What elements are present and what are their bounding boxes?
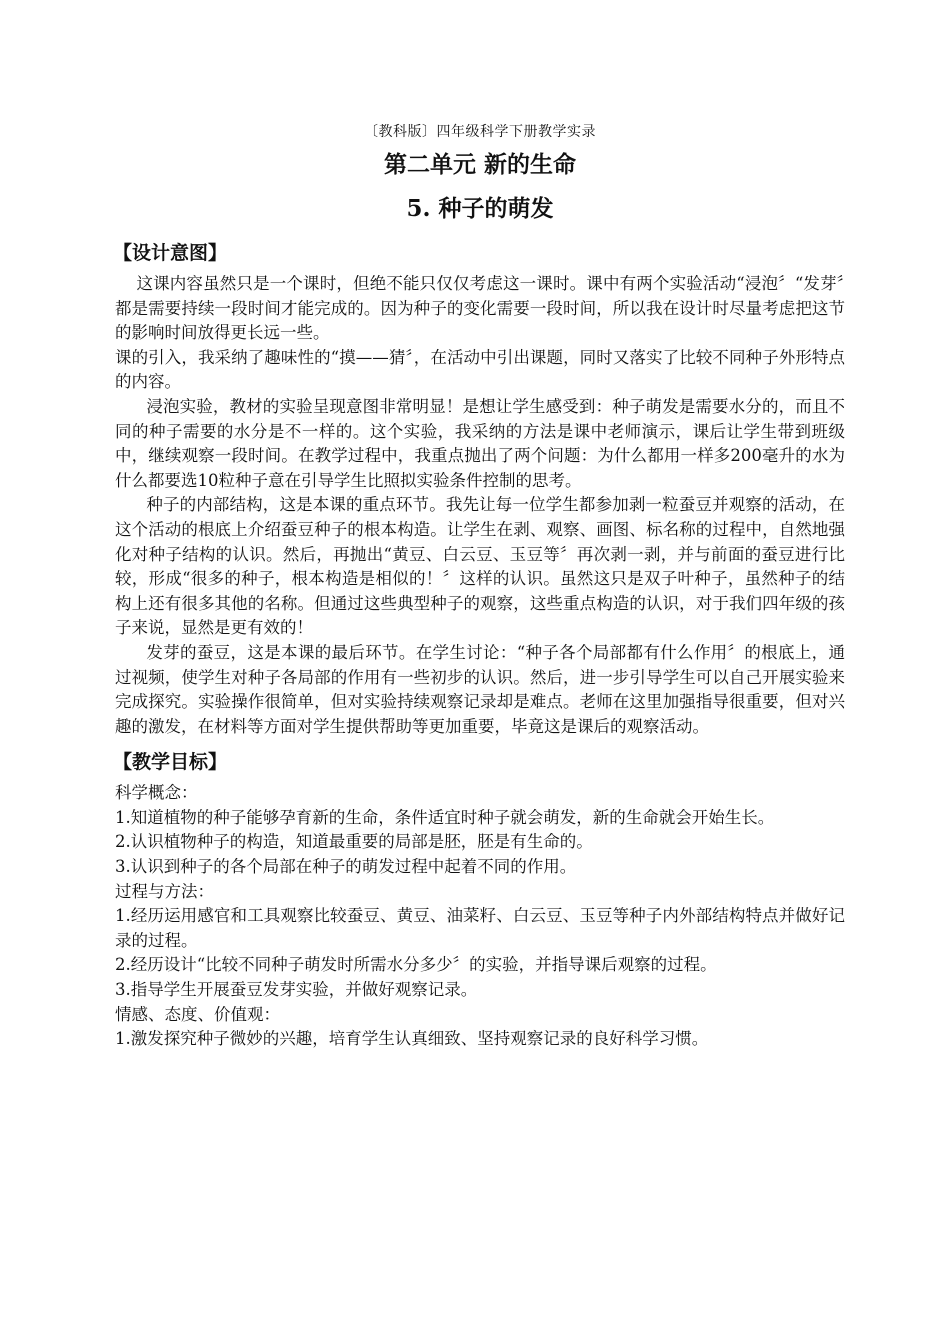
lesson-title: 5. 种子的萌发 <box>406 195 554 222</box>
document-page <box>115 122 845 1052</box>
design-intent-paragraph: 种子的内部结构，这是本课的重点环节。我先让每一位学生都参加剥一粒蚕豆并观察的活动，在这个活动的根底上介绍蚕豆种子的根本构造。让学生在剥、观察、画图、标名称的过程中，自然地强化对种子结构的认识。然后，再抛出“黄豆、白云豆、玉豆等〞再次剥一剥，并与前面的蚕豆进行比较，形成“很多的种子，根本构造是相似的！〞这样的认识。虽然这只是双子叶种子，虽然种子的结构上还有很多其他的名称。但通过这些典型种子的观察，这些重点构造的认识，对于我们四年级的孩子来说，显然是更有效的！ <box>115 495 845 638</box>
document-header-note: 〔教科版〕四年级科学下册教学实录 <box>364 124 596 140</box>
unit-title: 第二单元 新的生命 <box>383 151 576 178</box>
design-intent-paragraph: 课的引入，我采纳了趣味性的“摸——猜〞，在活动中引出课题，同时又落实了比较不同种子外形特点的内容。 <box>115 347 845 392</box>
teaching-goals-heading: 【教学目标】 <box>113 751 228 774</box>
design-intent-heading: 【设计意图】 <box>113 242 228 264</box>
goal-item: 1.经历运用感官和工具观察比较蚕豆、黄豆、油菜籽、白云豆、玉豆等种子内外部结构特点并做好记录的过程。 <box>115 906 845 950</box>
goal-item: 1.激发探究种子微妙的兴趣，培育学生认真细致、坚持观察记录的良好科学习惯。 <box>115 1029 709 1049</box>
design-intent-paragraph: 发芽的蚕豆，这是本课的最后环节。在学生讨论：“种子各个局部都有什么作用〞的根底上，通过视频，使学生对种子各局部的作用有一些初步的认识。然后，进一步引导学生可以自己开展实验来完成探究。实验操作很简单，但对实验持续观察记录却是难点。老师在这里加强指导很重要，但对兴趣的激发，在材料等方面对学生提供帮助等更加重要，毕竟这是课后的观察活动。 <box>115 642 845 736</box>
goal-group-label: 过程与方法： <box>115 881 214 901</box>
design-intent-paragraph: 浸泡实验，教材的实验呈现意图非常明显！是想让学生感受到：种子萌发是需要水分的，而且不同的种子需要的水分是不一样的。这个实验，我采纳的方法是课中老师演示，课后让学生带到班级中，继续观察一段时间。在教学过程中，我重点抛出了两个问题：为什么都用一样多200毫升的水为什么都要选10粒种子意在引导学生比照拟实验条件控制的思考。 <box>115 396 845 490</box>
goal-group-label: 情感、态度、价值观： <box>115 1004 280 1024</box>
goal-item: 1.知道植物的种子能够孕育新的生命，条件适宜时种子就会萌发，新的生命就会开始生长。 <box>115 807 775 827</box>
goal-item: 2.认识植物种子的构造，知道最重要的局部是胚，胚是有生命的。 <box>115 832 593 852</box>
goal-item: 3.指导学生开展蚕豆发芽实验，并做好观察记录。 <box>115 980 478 1000</box>
goal-item: 2.经历设计“比较不同种子萌发时所需水分多少〞的实验，并指导课后观察的过程。 <box>115 955 717 975</box>
design-intent-paragraph: 这课内容虽然只是一个课时，但绝不能只仅仅考虑这一课时。课中有两个实验活动“浸泡〞“发芽〞都是需要持续一段时间才能完成的。因为种子的变化需要一段时间，所以我在设计时尽量考虑把这节的影响时间放得更长远一些。 <box>115 274 845 343</box>
goal-group-label: 科学概念： <box>115 783 198 803</box>
goal-item: 3.认识到种子的各个局部在种子的萌发过程中起着不同的作用。 <box>115 857 577 877</box>
